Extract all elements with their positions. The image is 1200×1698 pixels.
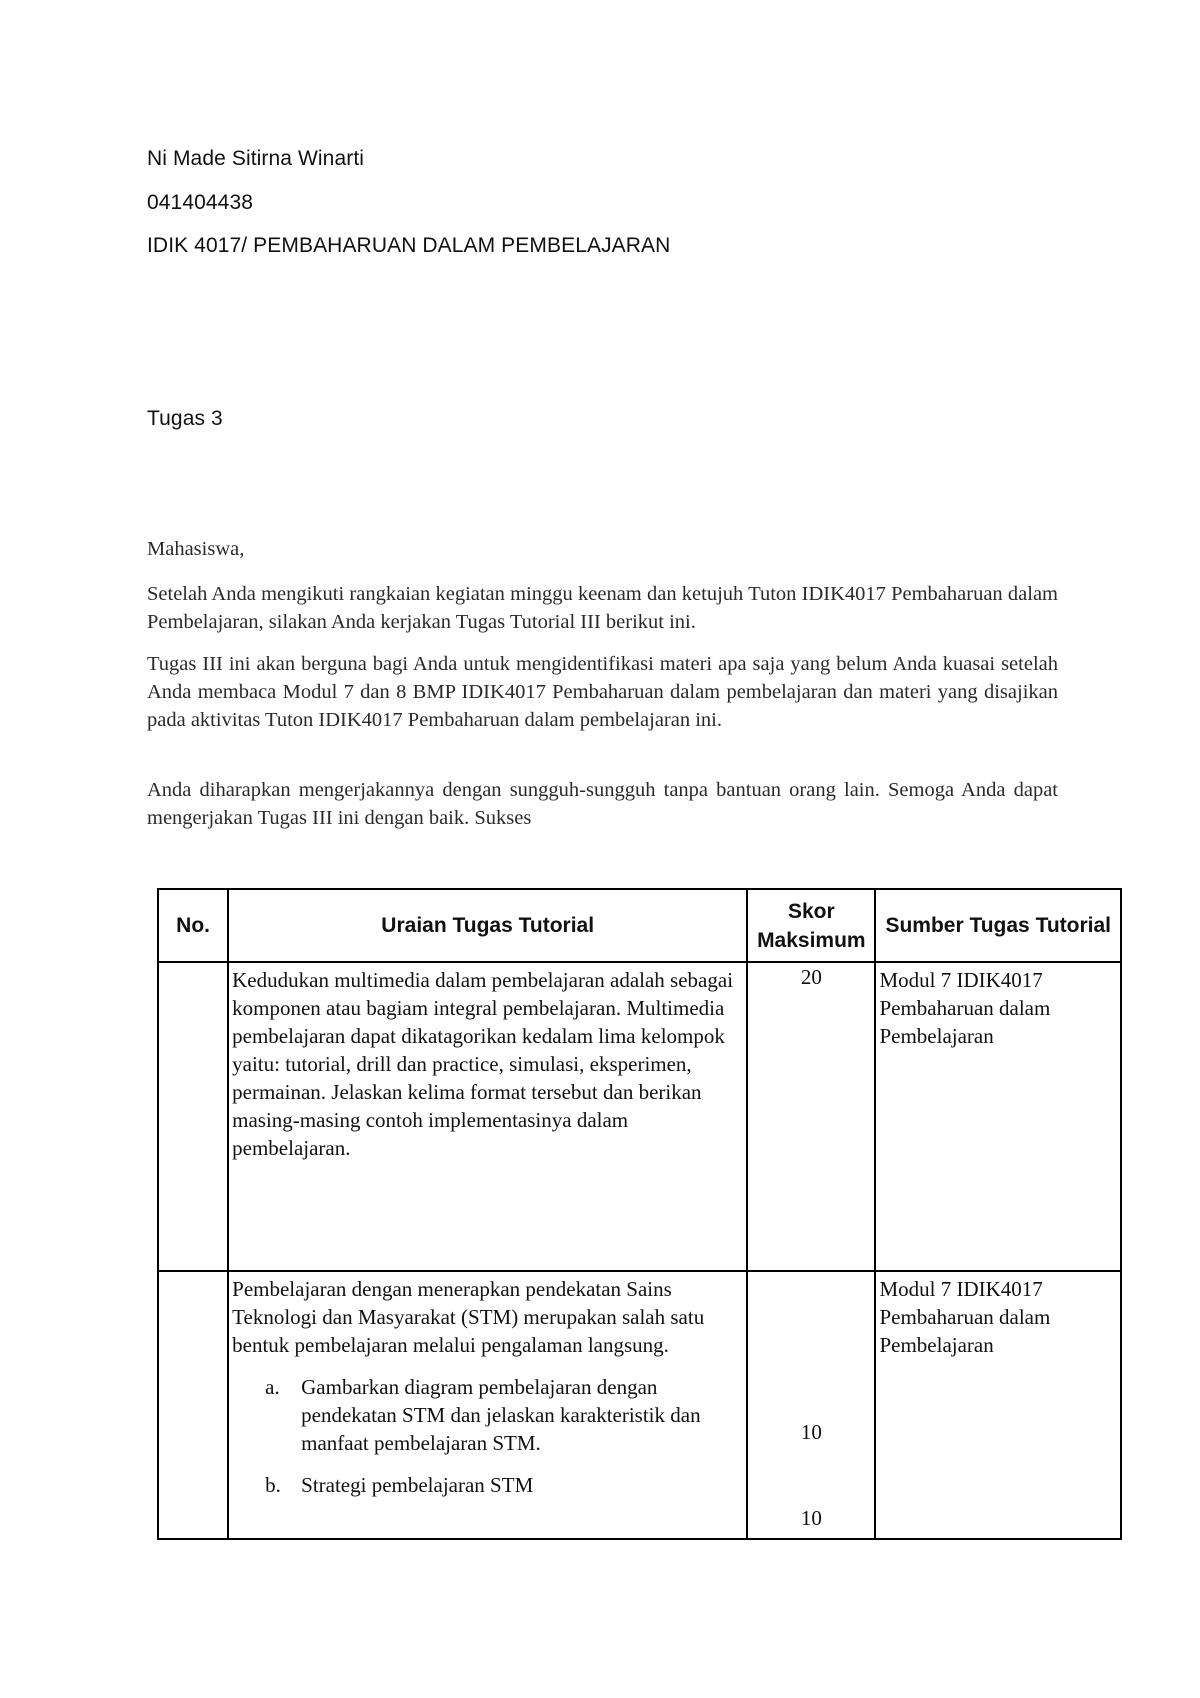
header-uraian: Uraian Tugas Tutorial bbox=[228, 889, 747, 962]
max-score: 20 bbox=[747, 962, 875, 1271]
subtask-text: Strategi pembelajaran STM bbox=[301, 1473, 534, 1497]
source-text: Modul 7 IDIK4017 Pembaharuan dalam Pembelajaran bbox=[879, 1277, 1051, 1357]
task-source bbox=[875, 1271, 1121, 1539]
task-table bbox=[157, 888, 1122, 1540]
task-source bbox=[875, 962, 1121, 1271]
max-score-column bbox=[747, 1271, 875, 1539]
course-title: IDIK 4017/ PEMBAHARUAN DALAM PEMBELAJARAN bbox=[147, 234, 671, 257]
task-text: Pembelajaran dengan menerapkan pendekatan Sains Teknologi dan Masyarakat (STM) merupakan salah satu bentuk pembelajaran melalui pengalaman langsung. bbox=[232, 1277, 705, 1357]
row-number bbox=[158, 962, 228, 1271]
subtask-text: Gambarkan diagram pembelajaran dengan pendekatan STM dan jelaskan karakteristik dan manfaat pembelajaran STM. bbox=[301, 1375, 701, 1455]
assignment-title: Tugas 3 bbox=[147, 407, 223, 430]
subtask-b-score: 10 bbox=[800, 1506, 822, 1530]
row-number bbox=[158, 1271, 228, 1539]
subtask-letter: b. bbox=[265, 1473, 281, 1497]
table-row bbox=[158, 962, 1121, 1271]
header-no: No. bbox=[158, 889, 228, 962]
subtask-a-score: 10 bbox=[800, 1420, 822, 1444]
task-description bbox=[228, 962, 747, 1271]
student-name: Ni Made Sitirna Winarti bbox=[147, 147, 365, 170]
table-header-row bbox=[158, 889, 1121, 962]
source-text: Modul 7 IDIK4017 Pembaharuan dalam Pembelajaran bbox=[879, 968, 1051, 1048]
subtask-letter: a. bbox=[265, 1375, 280, 1399]
subtask-a bbox=[265, 1373, 746, 1457]
subtask-b bbox=[265, 1471, 746, 1499]
greeting: Mahasiswa, bbox=[147, 538, 245, 560]
intro-paragraph-2: Tugas III ini akan berguna bagi Anda untuk mengidentifikasi materi apa saja yang belum Anda kuasai setelah Anda membaca Modul 7 dan 8 BMP IDIK4017 Pembaharuan dalam pembelajaran dan materi yang disajikan pada aktivitas Tuton IDIK4017 Pembaharuan dalam pembelajaran ini. bbox=[147, 653, 1058, 731]
intro-paragraph-3: Anda diharapkan mengerjakannya dengan sungguh-sungguh tanpa bantuan orang lain. Semoga Anda dapat mengerjakan Tugas III ini dengan baik. Sukses bbox=[147, 779, 1058, 829]
student-id: 041404438 bbox=[147, 191, 254, 214]
table-row bbox=[158, 1271, 1121, 1539]
intro-paragraph-1: Setelah Anda mengikuti rangkaian kegiatan minggu keenam dan ketujuh Tuton IDIK4017 Pembaharuan dalam Pembelajaran, silakan Anda kerjakan Tugas Tutorial III berikut ini. bbox=[147, 583, 1058, 633]
task-description bbox=[228, 1271, 747, 1539]
header-sumber: Sumber Tugas Tutorial bbox=[875, 889, 1121, 962]
header-skor: Skor Maksimum bbox=[747, 889, 875, 962]
task-text: Kedudukan multimedia dalam pembelajaran adalah sebagai komponen atau bagiam integral pembelajaran. Multimedia pembelajaran dapat dikatagorikan kedalam lima kelompok yaitu: tutorial, drill dan practice, simulasi, eksperimen, permainan. Jelaskan kelima format tersebut dan berikan masing-masing contoh implementasinya dalam pembelajaran. bbox=[232, 968, 734, 1160]
